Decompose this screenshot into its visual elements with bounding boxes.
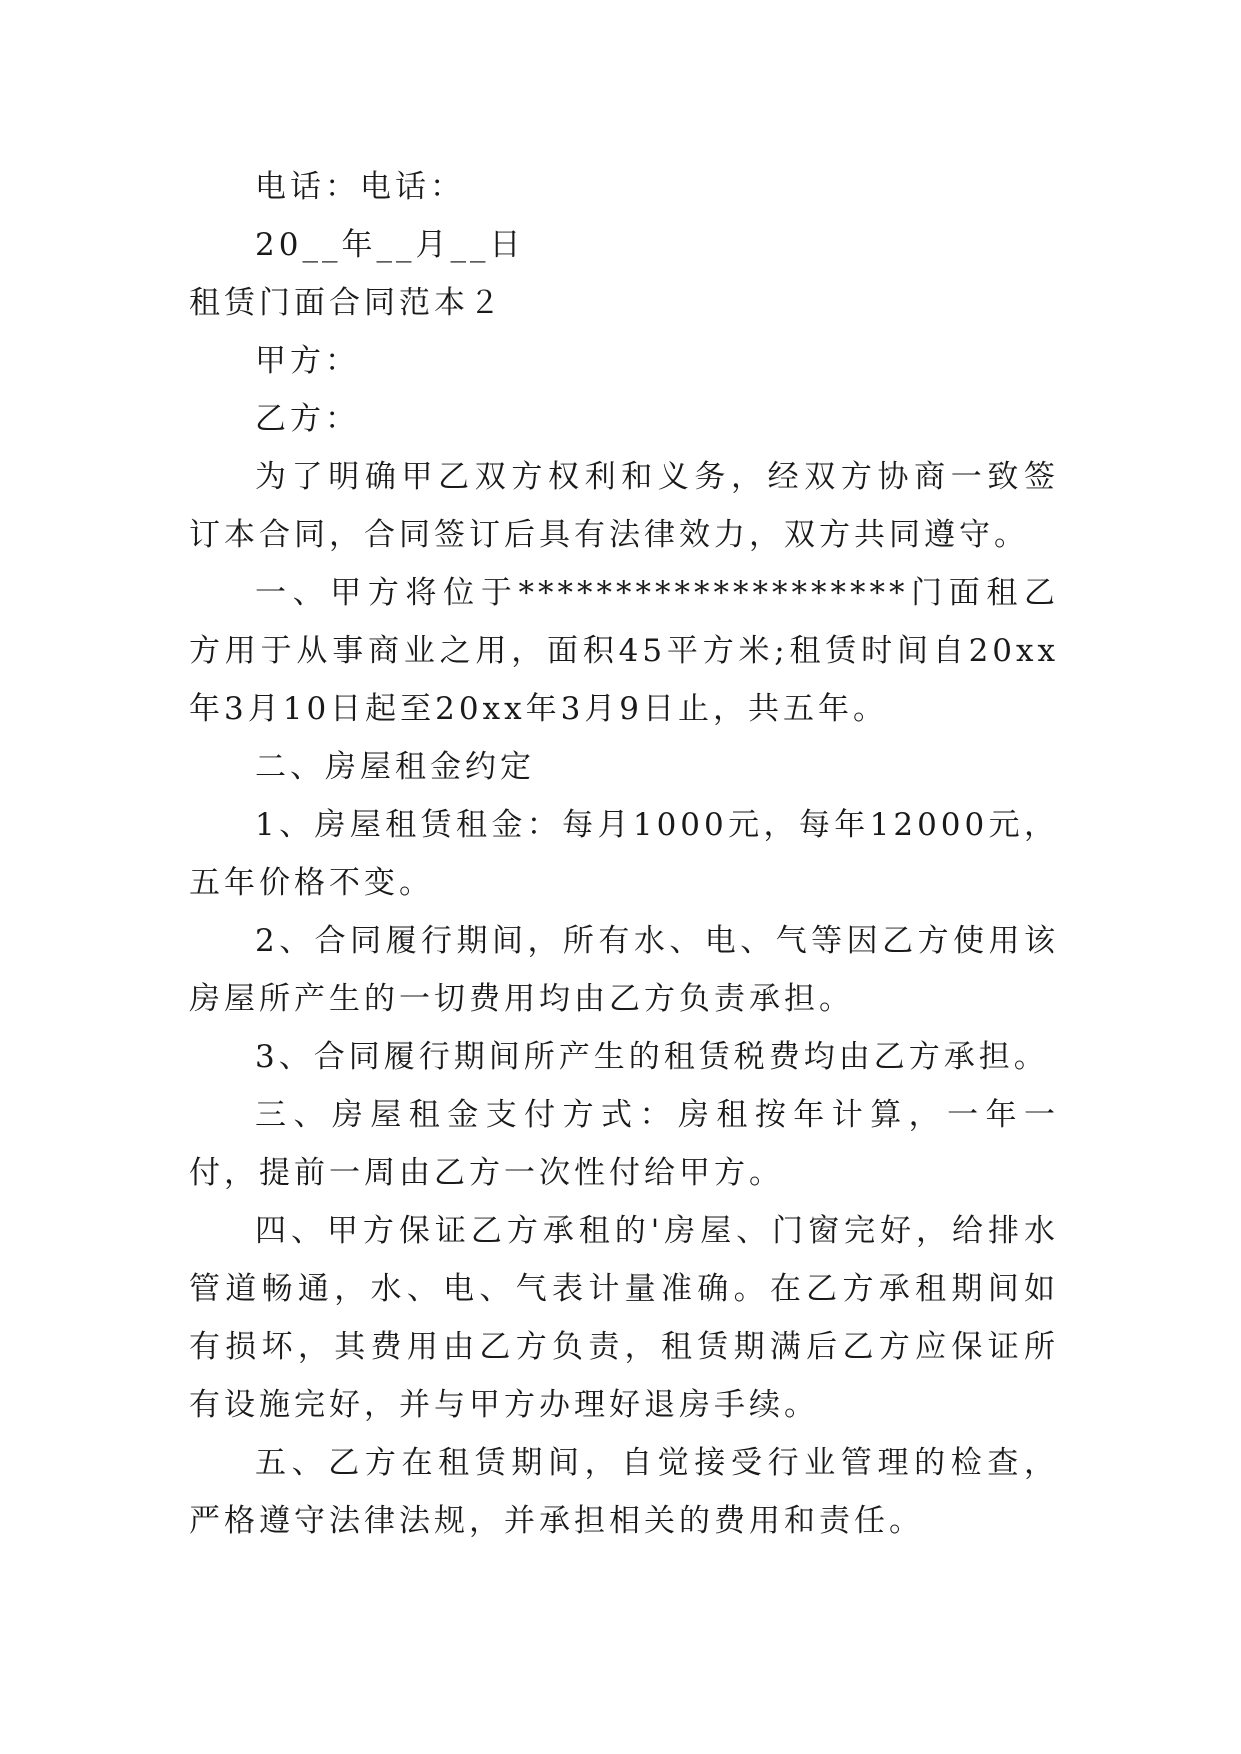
paragraph-clause-1: 一、甲方将位于********************门面租乙方用于从事商业之用，面积45平方米;租赁时间自20xx年3月10日起至20xx年3月9日止，共五年。 <box>189 575 1059 727</box>
paragraph-clause-2-heading: 二、房屋租金约定 <box>255 749 535 785</box>
paragraph-rent-amount: 1、房屋租赁租金：每月1000元，每年12000元，五年价格不变。 <box>189 807 1059 901</box>
document-body <box>189 158 1059 1550</box>
phone-line: 电话：电话： <box>255 169 465 205</box>
date-line: 20__年__月__日 <box>255 227 525 263</box>
paragraph-clause-3: 三、房屋租金支付方式：房租按年计算，一年一付，提前一周由乙方一次性付给甲方。 <box>189 1097 1059 1191</box>
paragraph-clause-5: 五、乙方在租赁期间，自觉接受行业管理的检查，严格遵守法律法规，并承担相关的费用和责任。 <box>189 1445 1059 1539</box>
paragraph-clause-4: 四、甲方保证乙方承租的'房屋、门窗完好，给排水管道畅通，水、电、气表计量准确。在乙方承租期间如有损坏，其费用由乙方负责，租赁期满后乙方应保证所有设施完好，并与甲方办理好退房手续。 <box>189 1213 1059 1423</box>
party-b-line: 乙方： <box>255 401 360 437</box>
paragraph-utilities: 2、合同履行期间，所有水、电、气等因乙方使用该房屋所产生的一切费用均由乙方负责承担。 <box>189 923 1059 1017</box>
contract-title: 租赁门面合同范本２ <box>189 285 504 321</box>
paragraph-purpose: 为了明确甲乙双方权利和义务，经双方协商一致签订本合同，合同签订后具有法律效力，双方共同遵守。 <box>189 459 1059 553</box>
party-a-line: 甲方： <box>255 343 360 379</box>
paragraph-taxes: 3、合同履行期间所产生的租赁税费均由乙方承担。 <box>255 1039 1049 1075</box>
